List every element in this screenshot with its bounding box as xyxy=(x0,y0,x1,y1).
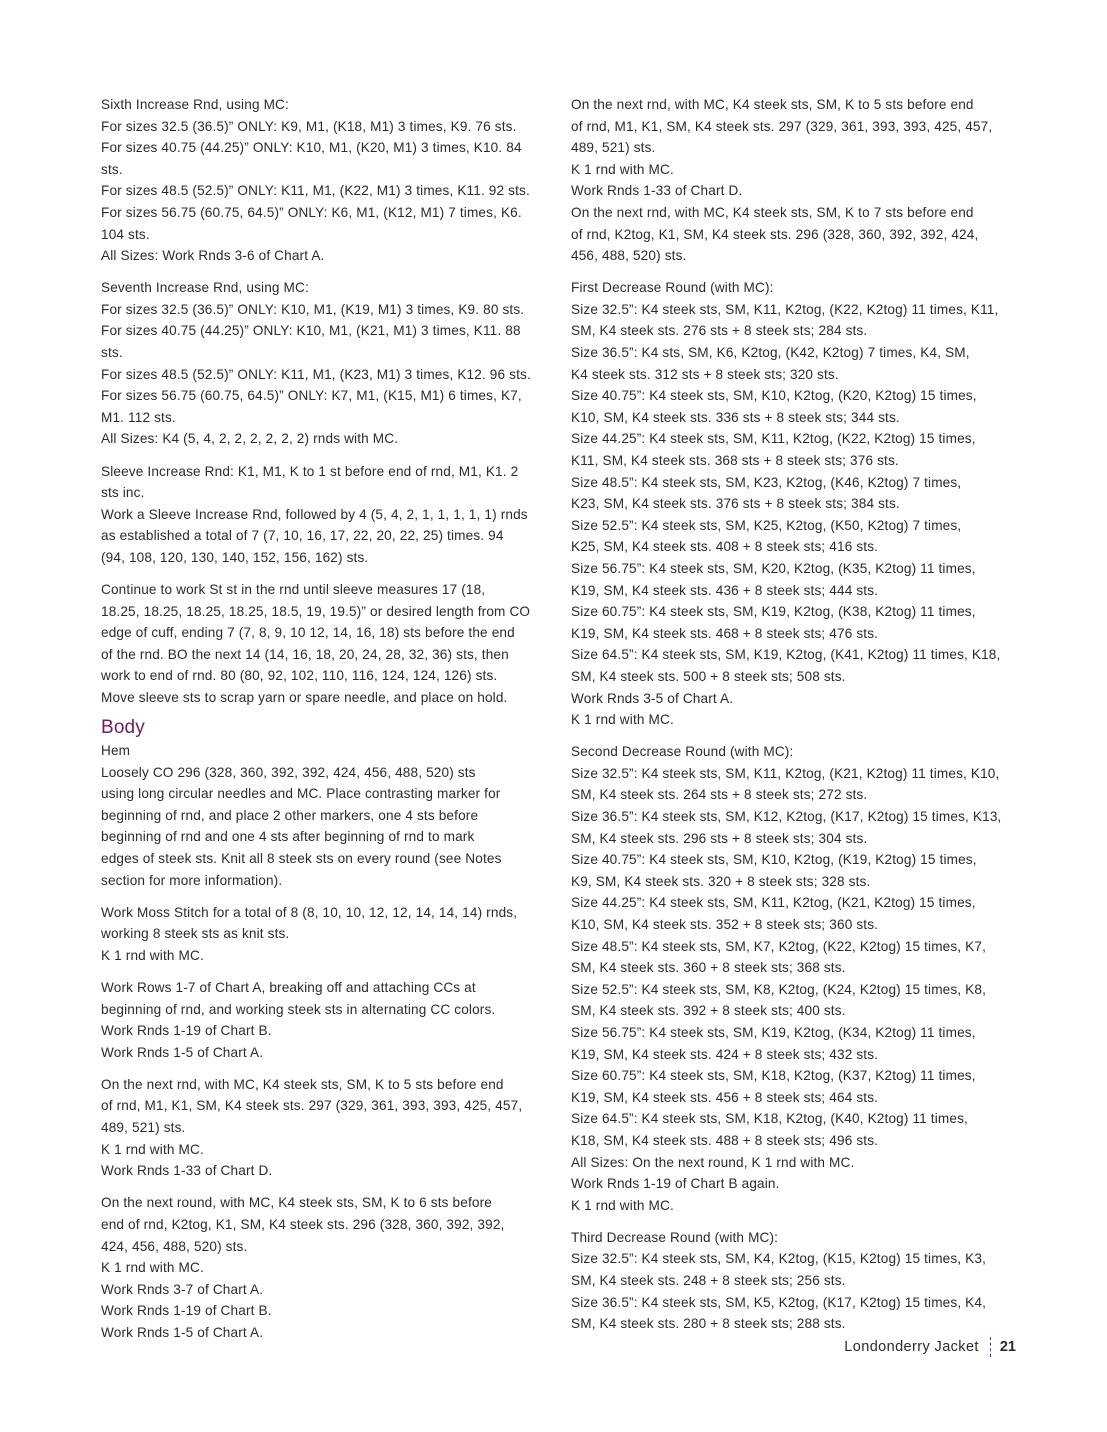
text-line: For sizes 32.5 (36.5)” ONLY: K9, M1, (K18, M1) 3 times, K9. 76 sts. xyxy=(101,118,517,134)
text-line: Work Rnds 1-33 of Chart D. xyxy=(571,183,743,199)
text-line: Size 36.5”: K4 sts, SM, K6, K2tog, (K42, K2tog) 7 times, K4, SM, xyxy=(571,345,970,361)
text-line: K18, SM, K4 steek sts. 488 + 8 steek sts; 496 sts. xyxy=(571,1132,879,1148)
text-line: Work a Sleeve Increase Rnd, followed by 4 (5, 4, 2, 1, 1, 1, 1, 1) rnds xyxy=(101,506,528,522)
text-line: Size 64.5”: K4 steek sts, SM, K19, K2tog, (K41, K2tog) 11 times, K18, xyxy=(571,647,1001,663)
text-line: Seventh Increase Rnd, using MC: xyxy=(101,280,309,296)
sleeve-finish-section xyxy=(101,579,541,709)
text-line: 104 sts. xyxy=(101,226,150,242)
text-line: Size 60.75”: K4 steek sts, SM, K18, K2tog, (K37, K2tog) 11 times, xyxy=(571,1068,976,1084)
text-line: Loosely CO 296 (328, 360, 392, 392, 424, 456, 488, 520) sts xyxy=(101,764,476,780)
text-line: For sizes 56.75 (60.75, 64.5)” ONLY: K6, M1, (K12, M1) 7 times, K6. xyxy=(101,204,522,220)
page-number: 21 xyxy=(999,1339,1016,1355)
text-line: For sizes 40.75 (44.25)” ONLY: K10, M1, (K21, M1) 3 times, K11. 88 xyxy=(101,323,521,339)
text-line: sts inc. xyxy=(101,485,145,501)
text-line: SM, K4 steek sts. 296 sts + 8 steek sts; 304 sts. xyxy=(571,830,868,846)
text-line: All Sizes: K4 (5, 4, 2, 2, 2, 2, 2, 2) rnds with MC. xyxy=(101,431,399,447)
second-decrease-section xyxy=(571,741,1011,1216)
text-line: Work Rnds 1-19 of Chart B again. xyxy=(571,1176,780,1192)
right-column xyxy=(571,94,1011,1345)
text-line: Size 32.5”: K4 steek sts, SM, K11, K2tog, (K21, K2tog) 11 times, K10, xyxy=(571,765,1000,781)
footer-divider xyxy=(990,1337,991,1357)
text-line: For sizes 32.5 (36.5)” ONLY: K10, M1, (K19, M1) 3 times, K9. 80 sts. xyxy=(101,301,525,317)
left-column xyxy=(101,94,541,1354)
chart-a-b-section xyxy=(101,977,541,1063)
chart-d-repeat-section xyxy=(571,94,1011,267)
seventh-increase-section xyxy=(101,277,541,450)
text-line: K 1 rnd with MC. xyxy=(101,1141,204,1157)
text-line: (94, 108, 120, 130, 140, 152, 156, 162) sts. xyxy=(101,549,369,565)
text-line: For sizes 56.75 (60.75, 64.5)” ONLY: K7, M1, (K15, M1) 6 times, K7, xyxy=(101,388,522,404)
text-line: Continue to work St st in the rnd until sleeve measures 17 (18, xyxy=(101,581,486,597)
text-line: K19, SM, K4 steek sts. 456 + 8 steek sts; 464 sts. xyxy=(571,1089,879,1105)
text-line: Size 44.25”: K4 steek sts, SM, K11, K2tog, (K21, K2tog) 15 times, xyxy=(571,895,976,911)
text-line: of the rnd. BO the next 14 (14, 16, 18, 20, 24, 28, 32, 36) sts, then xyxy=(101,646,509,662)
text-line: Size 48.5”: K4 steek sts, SM, K23, K2tog, (K46, K2tog) 7 times, xyxy=(571,474,962,490)
text-line: On the next rnd, with MC, K4 steek sts, SM, K to 5 sts before end xyxy=(101,1076,504,1092)
text-line: Size 52.5”: K4 steek sts, SM, K8, K2tog, (K24, K2tog) 15 times, K8, xyxy=(571,981,987,997)
text-line: SM, K4 steek sts. 264 sts + 8 steek sts; 272 sts. xyxy=(571,787,868,803)
footer-title: Londonderry Jacket xyxy=(844,1339,979,1355)
text-line: SM, K4 steek sts. 360 + 8 steek sts; 368 sts. xyxy=(571,960,846,976)
sixth-increase-section xyxy=(101,94,541,267)
text-line: Work Rnds 1-19 of Chart B. xyxy=(101,1303,272,1319)
text-line: beginning of rnd, and working steek sts in alternating CC colors. xyxy=(101,1001,496,1017)
text-line: Size 56.75”: K4 steek sts, SM, K19, K2tog, (K34, K2tog) 11 times, xyxy=(571,1024,976,1040)
third-decrease-section xyxy=(571,1227,1011,1335)
text-line: K 1 rnd with MC. xyxy=(101,1260,204,1276)
text-line: Size 64.5”: K4 steek sts, SM, K18, K2tog, (K40, K2tog) 11 times, xyxy=(571,1111,968,1127)
text-line: K4 steek sts. 312 sts + 8 steek sts; 320 sts. xyxy=(571,366,839,382)
text-line: Size 60.75”: K4 steek sts, SM, K19, K2tog, (K38, K2tog) 11 times, xyxy=(571,604,976,620)
text-line: K 1 rnd with MC. xyxy=(101,947,204,963)
text-line: SM, K4 steek sts. 280 + 8 steek sts; 288 sts. xyxy=(571,1316,846,1332)
text-line: as established a total of 7 (7, 10, 16, 17, 22, 20, 22, 25) times. 94 xyxy=(101,528,504,544)
moss-stitch-section xyxy=(101,902,541,967)
text-line: All Sizes: On the next round, K 1 rnd with MC. xyxy=(571,1154,855,1170)
text-line: K 1 rnd with MC. xyxy=(571,712,674,728)
text-line: Size 40.75”: K4 steek sts, SM, K10, K2tog, (K19, K2tog) 15 times, xyxy=(571,852,977,868)
text-line: Work Rnds 3-7 of Chart A. xyxy=(101,1281,264,1297)
text-line: Third Decrease Round (with MC): xyxy=(571,1229,779,1245)
text-line: K25, SM, K4 steek sts. 408 + 8 steek sts; 416 sts. xyxy=(571,539,879,555)
text-line: Work Rnds 1-5 of Chart A. xyxy=(101,1324,264,1340)
text-line: 424, 456, 488, 520) sts. xyxy=(101,1238,248,1254)
text-line: Size 44.25”: K4 steek sts, SM, K11, K2tog, (K22, K2tog) 15 times, xyxy=(571,431,976,447)
text-line: 489, 521) sts. xyxy=(101,1120,186,1136)
text-line: Work Rnds 3-5 of Chart A. xyxy=(571,690,734,706)
text-line: K19, SM, K4 steek sts. 424 + 8 steek sts; 432 sts. xyxy=(571,1046,879,1062)
text-line: using long circular needles and MC. Place contrasting marker for xyxy=(101,786,501,802)
text-line: On the next rnd, with MC, K4 steek sts, SM, K to 5 sts before end xyxy=(571,97,974,112)
text-line: Size 48.5”: K4 steek sts, SM, K7, K2tog, (K22, K2tog) 15 times, K7, xyxy=(571,938,987,954)
text-line: 489, 521) sts. xyxy=(571,140,656,156)
text-line: SM, K4 steek sts. 248 + 8 steek sts; 256 sts. xyxy=(571,1272,846,1288)
body-heading: Body xyxy=(101,717,145,739)
text-line: Size 36.5”: K4 steek sts, SM, K12, K2tog, (K17, K2tog) 15 times, K13, xyxy=(571,809,1002,824)
text-line: Work Rnds 1-5 of Chart A. xyxy=(101,1044,264,1060)
text-line: K10, SM, K4 steek sts. 336 sts + 8 steek sts; 344 sts. xyxy=(571,409,900,425)
text-line: First Decrease Round (with MC): xyxy=(571,280,774,296)
text-line: Size 56.75”: K4 steek sts, SM, K20, K2tog, (K35, K2tog) 11 times, xyxy=(571,560,976,576)
text-line: beginning of rnd and one 4 sts after beginning of rnd to mark xyxy=(101,829,475,845)
text-line: Move sleeve sts to scrap yarn or spare needle, and place on hold. xyxy=(101,689,508,705)
hem-section xyxy=(101,740,541,891)
text-line: Size 40.75”: K4 steek sts, SM, K10, K2tog, (K20, K2tog) 15 times, xyxy=(571,388,977,404)
text-line: On the next rnd, with MC, K4 steek sts, SM, K to 7 sts before end xyxy=(571,204,974,220)
text-line: Work Rnds 1-33 of Chart D. xyxy=(101,1163,273,1179)
text-line: All Sizes: Work Rnds 3-6 of Chart A. xyxy=(101,248,325,264)
text-line: On the next round, with MC, K4 steek sts, SM, K to 6 sts before xyxy=(101,1195,492,1211)
decrease-charts-section xyxy=(101,1192,541,1343)
text-line: Size 32.5”: K4 steek sts, SM, K11, K2tog, (K22, K2tog) 11 times, K11, xyxy=(571,301,999,317)
text-line: Size 52.5”: K4 steek sts, SM, K25, K2tog, (K50, K2tog) 7 times, xyxy=(571,517,962,533)
text-line: end of rnd, K2tog, K1, SM, K4 steek sts. 296 (328, 360, 392, 392, xyxy=(101,1216,505,1232)
increase-chart-d-section xyxy=(101,1074,541,1182)
text-line: K19, SM, K4 steek sts. 468 + 8 steek sts; 476 sts. xyxy=(571,625,879,641)
page-footer xyxy=(844,1336,1016,1358)
text-line: K23, SM, K4 steek sts. 376 sts + 8 steek sts; 384 sts. xyxy=(571,496,900,512)
text-line: Second Decrease Round (with MC): xyxy=(571,744,794,760)
text-line: K 1 rnd with MC. xyxy=(571,1197,674,1213)
text-line: K11, SM, K4 steek sts. 368 sts + 8 steek sts; 376 sts. xyxy=(571,453,899,468)
text-line: SM, K4 steek sts. 500 + 8 steek sts; 508 sts. xyxy=(571,668,846,684)
text-line: sts. xyxy=(101,345,123,361)
text-line: edge of cuff, ending 7 (7, 8, 9, 10 12, 14, 16, 18) sts before the end xyxy=(101,625,515,641)
text-line: For sizes 40.75 (44.25)” ONLY: K10, M1, (K20, M1) 3 times, K10. 84 xyxy=(101,140,522,156)
text-line: Work Rows 1-7 of Chart A, breaking off and attaching CCs at xyxy=(101,979,476,995)
text-line: working 8 steek sts as knit sts. xyxy=(101,926,290,942)
text-line: Sixth Increase Rnd, using MC: xyxy=(101,97,289,112)
text-line: 456, 488, 520) sts. xyxy=(571,248,687,264)
sleeve-increase-section xyxy=(101,461,541,569)
text-line: Work Rnds 1-19 of Chart B. xyxy=(101,1023,272,1039)
text-line: For sizes 48.5 (52.5)” ONLY: K11, M1, (K23, M1) 3 times, K12. 96 sts. xyxy=(101,366,531,382)
text-line: of rnd, K2tog, K1, SM, K4 steek sts. 296 (328, 360, 392, 392, 424, xyxy=(571,226,979,242)
text-line: K19, SM, K4 steek sts. 436 + 8 steek sts; 444 sts. xyxy=(571,582,879,598)
text-line: sts. xyxy=(101,161,123,177)
text-line: Size 36.5”: K4 steek sts, SM, K5, K2tog, (K17, K2tog) 15 times, K4, xyxy=(571,1294,987,1310)
text-line: K 1 rnd with MC. xyxy=(571,161,674,177)
text-line: Size 32.5”: K4 steek sts, SM, K4, K2tog, (K15, K2tog) 15 times, K3, xyxy=(571,1251,987,1267)
text-line: For sizes 48.5 (52.5)” ONLY: K11, M1, (K22, M1) 3 times, K11. 92 sts. xyxy=(101,183,530,199)
text-line: Hem xyxy=(101,743,131,759)
text-line: section for more information). xyxy=(101,872,283,888)
text-line: of rnd, M1, K1, SM, K4 steek sts. 297 (329, 361, 393, 393, 425, 457, xyxy=(571,118,993,134)
first-decrease-section xyxy=(571,277,1011,730)
text-line: of rnd, M1, K1, SM, K4 steek sts. 297 (329, 361, 393, 393, 425, 457, xyxy=(101,1098,523,1114)
text-line: K9, SM, K4 steek sts. 320 + 8 steek sts; 328 sts. xyxy=(571,873,871,889)
text-line: Sleeve Increase Rnd: K1, M1, K to 1 st before end of rnd, M1, K1. 2 xyxy=(101,463,519,479)
text-line: edges of steek sts. Knit all 8 steek sts on every round (see Notes xyxy=(101,851,502,866)
text-line: beginning of rnd, and place 2 other markers, one 4 sts before xyxy=(101,807,479,823)
text-line: M1. 112 sts. xyxy=(101,409,176,425)
text-line: K10, SM, K4 steek sts. 352 + 8 steek sts; 360 sts. xyxy=(571,916,879,932)
text-line: work to end of rnd. 80 (80, 92, 102, 110, 116, 124, 124, 126) sts. xyxy=(101,668,498,684)
text-line: SM, K4 steek sts. 392 + 8 steek sts; 400 sts. xyxy=(571,1003,846,1019)
text-line: Work Moss Stitch for a total of 8 (8, 10, 10, 12, 12, 14, 14, 14) rnds, xyxy=(101,904,518,920)
text-line: 18.25, 18.25, 18.25, 18.25, 18.5, 19, 19.5)” or desired length from CO xyxy=(101,603,531,619)
text-line: SM, K4 steek sts. 276 sts + 8 steek sts; 284 sts. xyxy=(571,323,868,339)
